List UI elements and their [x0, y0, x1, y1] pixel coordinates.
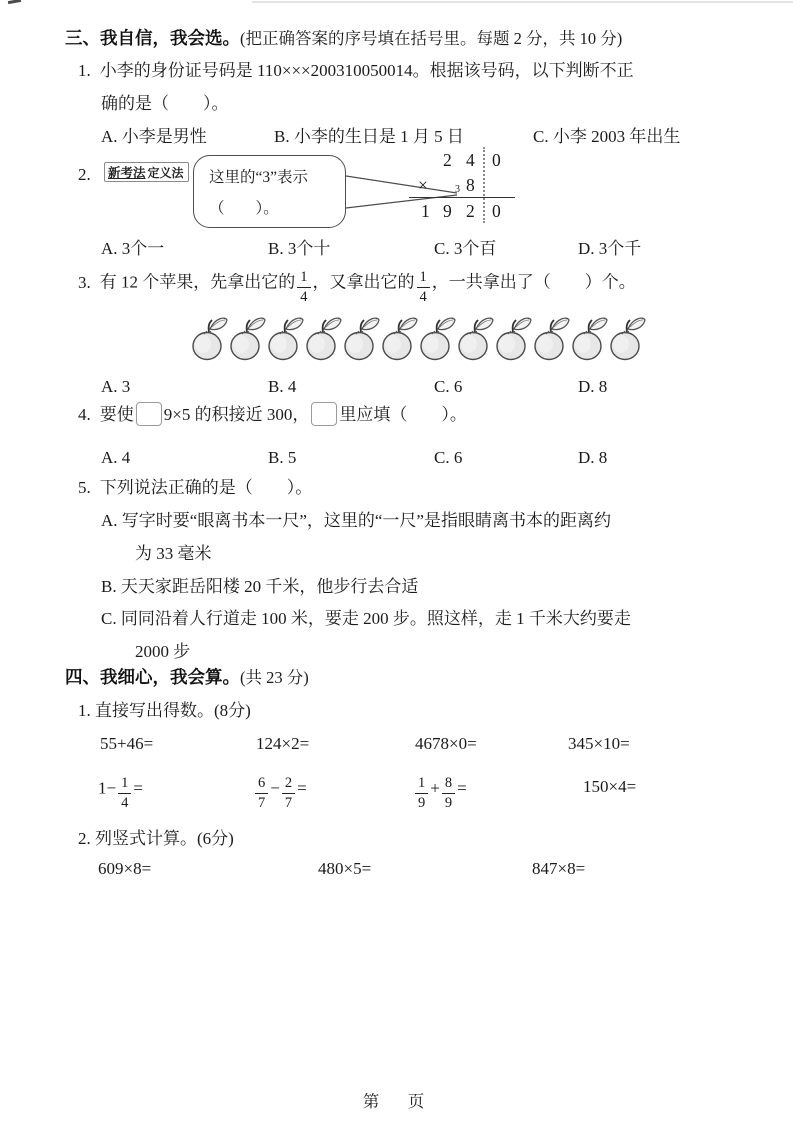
- q3-text-mid: ，又拿出它的: [312, 272, 415, 292]
- calc-expression: 150×4=: [583, 777, 637, 796]
- fraction-denominator: 9: [444, 794, 453, 811]
- q1-text-line1: 小李的身份证号码是 110×××200310050014。根据该号码，以下判断不正: [99, 61, 634, 80]
- q1-line2: [101, 93, 229, 114]
- q3-option-b: B. 4: [268, 377, 297, 396]
- fraction-denominator: 7: [284, 794, 293, 811]
- q2-option-c: C. 3个百: [434, 239, 497, 258]
- section-4-header: [65, 667, 309, 689]
- q5-option-b-text: B. 天天家距岳阳楼 20 千米，他步行去合适: [101, 577, 419, 596]
- q4-blank-box-1: [136, 402, 162, 426]
- fraction-numerator: 1: [118, 776, 131, 794]
- fraction: [442, 776, 455, 810]
- q1-option-a: A. 小李是男性: [101, 127, 207, 146]
- apple-icon: [190, 314, 228, 364]
- q2-vertical-multiplication: [415, 150, 527, 224]
- calc-expression: 4678×0=: [415, 734, 477, 753]
- fraction: [118, 776, 131, 810]
- mult-result-digit: 0: [492, 201, 501, 221]
- apple-icon: [304, 314, 342, 364]
- q4-option-c: C. 6: [434, 448, 463, 467]
- q3-apples-illustration: [190, 314, 650, 366]
- mult-rule-line: [409, 197, 515, 198]
- fraction-denominator: 4: [300, 288, 308, 305]
- q5-stem-text: 下列说法正确的是（ ）。: [99, 478, 313, 497]
- q5-option-a-line2: [135, 543, 212, 564]
- apple-icon: [266, 314, 304, 364]
- q4-text-2: 9×5 的积接近 300，: [163, 405, 310, 424]
- q5-option-b-line: [101, 576, 418, 597]
- q4-text-1: 要使: [99, 405, 134, 424]
- q5-option-c-line1: [101, 608, 631, 629]
- calc3-label: 2. 列竖式计算。(6分): [78, 829, 234, 848]
- apple-icon: [494, 314, 532, 364]
- mult-result-digit: 1: [421, 201, 430, 221]
- q1-options-row: [0, 126, 793, 148]
- q2-number-line: [78, 164, 91, 185]
- apple-icon: [342, 314, 380, 364]
- q5-option-c-text2: 2000 步: [135, 642, 191, 661]
- mult-dotted-column-line: [483, 147, 485, 223]
- q4-option-b: B. 5: [268, 448, 297, 467]
- section-3-title: 三、我自信，我会选。: [65, 28, 240, 48]
- q2-bubble-text2: （ ）。: [209, 200, 279, 217]
- q3-number: 3.: [78, 272, 91, 292]
- scan-artifact-dash: [8, 0, 21, 4]
- q2-speech-bubble: [193, 155, 346, 228]
- q2-options-row: [0, 238, 793, 260]
- equals-sign: =: [297, 778, 307, 798]
- q2-option-a: A. 3个一: [101, 239, 165, 258]
- q3-options-row: [0, 376, 793, 398]
- badge-definition-label: 定义法: [147, 165, 184, 180]
- calc1-label-line: [78, 700, 251, 721]
- q3-text-post: ，一共拿出了（ ）个。: [431, 272, 636, 292]
- apple-icon: [380, 314, 418, 364]
- q5-option-c-text1: C. 同同沿着人行道走 100 米，要走 200 步。照这样，走 1 千米大约要走: [101, 609, 631, 628]
- q4-option-d: D. 8: [578, 448, 608, 467]
- q5-option-a-text2: 为 33 毫米: [135, 544, 212, 563]
- fraction-numerator: 1: [417, 270, 430, 288]
- q3-option-c: C. 6: [434, 377, 463, 396]
- apple-icon: [228, 314, 266, 364]
- apple-icon: [456, 314, 494, 364]
- section-3-header: [65, 28, 622, 50]
- q4-stem: [78, 402, 467, 426]
- fraction-numerator: 2: [282, 776, 295, 794]
- mult-factor-digit: 8: [466, 175, 475, 195]
- fraction-denominator: 7: [258, 794, 266, 811]
- calc1-row: [0, 733, 793, 755]
- q4-blank-box-2: [311, 402, 337, 426]
- apple-icon: [418, 314, 456, 364]
- calc-expression: 345×10=: [568, 734, 630, 753]
- q3-fraction-1: [297, 270, 310, 304]
- q5-option-a-line1: [101, 510, 611, 531]
- mult-digit: 0: [492, 150, 501, 170]
- calc-expression: 55+46=: [100, 734, 154, 753]
- minus-sign: −: [270, 778, 280, 798]
- fraction: [415, 776, 428, 810]
- calc2-i1-pre: 1−: [98, 778, 117, 798]
- calc-expression-fraction: [413, 776, 467, 810]
- new-method-badge: [104, 162, 189, 182]
- q3-stem: [78, 270, 636, 304]
- section-3-note: (把正确答案的序号填在括号里。每题 2 分，共 10 分): [240, 29, 623, 48]
- fraction-numerator: 6: [255, 776, 268, 794]
- equals-sign: =: [133, 778, 143, 798]
- q4-options-row: [0, 447, 793, 469]
- apple-icon: [532, 314, 570, 364]
- fraction-denominator: 9: [418, 794, 426, 811]
- q3-option-a: A. 3: [101, 377, 131, 396]
- q1-option-b: B. 小李的生日是 1 月 5 日: [274, 127, 464, 146]
- calc-expression-fraction: [253, 776, 307, 810]
- q2-number: 2.: [78, 165, 91, 184]
- calc2-row: [0, 768, 793, 812]
- mult-result-digit: 2: [466, 201, 475, 221]
- calc3-label-line: [78, 828, 234, 849]
- apple-icon: [608, 314, 646, 364]
- fraction-numerator: 8: [442, 776, 455, 794]
- calc1-label: 1. 直接写出得数。(8分): [78, 701, 251, 720]
- badge-new-method-label: 新考法: [108, 166, 146, 180]
- fraction-denominator: 4: [121, 794, 129, 811]
- q1-option-c: C. 小李 2003 年出生: [533, 127, 681, 146]
- mult-carry-digit: 3: [455, 184, 460, 195]
- scan-artifact-streak: [252, 1, 793, 3]
- plus-sign: +: [430, 778, 440, 798]
- fraction-denominator: 4: [419, 288, 427, 305]
- q1-text-line2: 确的是（ ）。: [101, 94, 229, 113]
- q2-bubble-text1: 这里的“3”表示: [209, 169, 309, 186]
- calc-expression: 847×8=: [532, 859, 586, 878]
- fraction: [282, 776, 295, 810]
- fraction: [255, 776, 268, 810]
- q3-text-pre: 有 12 个苹果，先拿出它的: [99, 272, 296, 292]
- q4-text-3: 里应填（ ）。: [339, 405, 467, 424]
- calc-expression-fraction: [98, 776, 143, 810]
- q3-option-d: D. 8: [578, 377, 608, 396]
- q5-option-a-text1: A. 写字时要“眼离书本一尺”，这里的“一尺”是指眼睛离书本的距离约: [101, 511, 611, 530]
- equals-sign: =: [457, 778, 467, 798]
- page-footer-text: 第 页: [362, 1093, 431, 1111]
- q3-fraction-2: [417, 270, 430, 304]
- section-4-note: (共 23 分): [240, 668, 309, 687]
- calc-expression: 124×2=: [256, 734, 310, 753]
- section-4-title: 四、我细心，我会算。: [65, 667, 240, 687]
- q1-line1: [78, 60, 634, 81]
- calc-expression: 480×5=: [318, 859, 372, 878]
- mult-times-sign: ×: [418, 175, 428, 195]
- q2-option-d: D. 3个千: [578, 239, 642, 258]
- calc-expression: 609×8=: [98, 859, 152, 878]
- q1-number: 1.: [78, 61, 91, 80]
- fraction-numerator: 1: [415, 776, 428, 794]
- q5-option-c-line2: [135, 641, 190, 662]
- fraction-numerator: 1: [297, 270, 310, 288]
- page-footer: [0, 1088, 793, 1112]
- mult-result-digit: 9: [443, 201, 452, 221]
- apple-icon: [570, 314, 608, 364]
- q5-number: 5.: [78, 478, 91, 497]
- q4-option-a: A. 4: [101, 448, 131, 467]
- mult-digit: 4: [466, 150, 475, 170]
- q2-option-b: B. 3个十: [268, 239, 331, 258]
- calc3-row: [0, 858, 793, 880]
- q4-number: 4.: [78, 405, 91, 424]
- mult-digit: 2: [443, 150, 452, 170]
- q5-stem: [78, 477, 312, 498]
